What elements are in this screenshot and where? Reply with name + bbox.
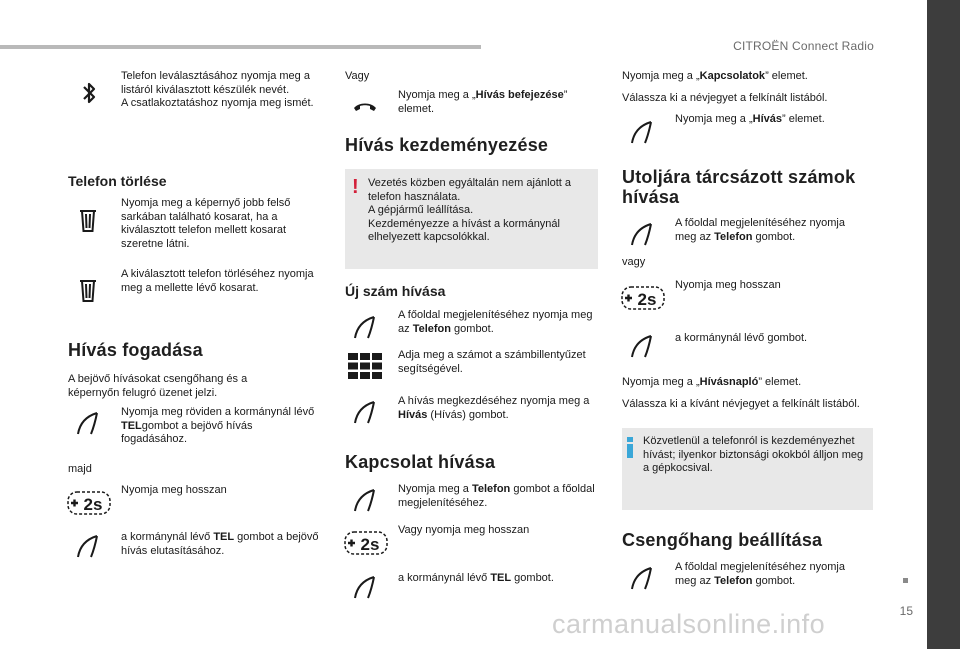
- receive-intro: A bejövő hívásokat csengőhang és a képernyőn felugró üzenet jelzi.: [68, 373, 248, 399]
- call-log-step: Nyomja meg a „Hívásnapló” elemet.: [622, 376, 802, 388]
- select-log-text: Válassza ki a kívánt névjegyet a felkínált listából.: [622, 398, 860, 410]
- hang-up-icon: [345, 92, 385, 120]
- recent-step-1: A főoldal megjelenítéséhez nyomja meg az Telefon gombot.: [675, 217, 845, 243]
- hold-text: Nyomja meg hosszan: [121, 484, 227, 496]
- info-text: Közvetlenül a telefonról is kezdeményezhet hívást; ilyenkor biztonsági okokból álljon meg a gépkocsival.: [643, 435, 864, 475]
- steering-control-icon: [345, 573, 385, 601]
- contact-step-1: Nyomja meg a Telefon gombot a főoldal megjelenítéséhez.: [398, 483, 595, 509]
- contact-step-2: Vagy nyomja meg hosszan: [398, 524, 530, 536]
- long-press-2s-icon: [343, 528, 389, 558]
- receive-step-1: Nyomja meg röviden a kormánynál lévő TELgombot a bejövő hívás fogadásához.: [121, 406, 315, 446]
- steering-control-icon: [622, 220, 662, 248]
- steering-control-icon: [68, 532, 108, 560]
- or-label: vagy: [622, 256, 646, 268]
- header-rule: [0, 45, 481, 49]
- long-press-2s-icon: [620, 283, 666, 313]
- keypad-icon: [345, 352, 385, 380]
- ringtone-heading: Csengőhang beállítása: [622, 530, 823, 550]
- svg-text:2s: 2s: [83, 495, 103, 514]
- steering-control-icon: [622, 564, 662, 592]
- bluetooth-text: Telefon leválasztásához nyomja meg a listáról kiválasztott készülék nevét. A csatlakoztatáshoz nyomja meg ismét.: [121, 70, 314, 110]
- continue-marker: [903, 578, 908, 583]
- ringtone-step-1: A főoldal megjelenítéséhez nyomja meg az Telefon gombot.: [675, 561, 845, 587]
- receive-call-heading: Hívás fogadása: [68, 340, 203, 360]
- call-contact-heading: Kapcsolat hívása: [345, 452, 496, 472]
- new-step-2: Adja meg a számot a számbillentyűzet segítségével.: [398, 349, 586, 375]
- call-contact-step: Nyomja meg a „Hívás” elemet.: [675, 113, 825, 125]
- steering-control-icon: [622, 332, 662, 360]
- end-call-text: Nyomja meg a „Hívás befejezése” elemet.: [398, 89, 568, 115]
- svg-text:2s: 2s: [360, 535, 380, 554]
- or-label: Vagy: [345, 70, 370, 82]
- warning-text: Vezetés közben egyáltalán nem ajánlott a telefon használata. A gépjármű leállítása. Kezdeményezze a hívást a kormánynál elhelyezett kapcsolókkal.: [368, 177, 572, 244]
- brand-title: CITROËN Connect Radio: [733, 39, 874, 53]
- watermark: carmanualsonline.info: [552, 609, 826, 639]
- hold-text: Nyomja meg hosszan: [675, 279, 781, 291]
- select-contact-text: Válassza ki a névjegyet a felkínált listából.: [622, 92, 828, 104]
- trash-icon: [68, 206, 108, 234]
- steering-control-icon: [345, 313, 385, 341]
- trash-icon: [68, 276, 108, 304]
- side-tab: [927, 0, 960, 649]
- warning-icon: !: [352, 176, 359, 198]
- new-number-heading: Új szám hívása: [345, 283, 446, 299]
- make-call-heading: Hívás kezdeményezése: [345, 135, 549, 155]
- new-step-3: A hívás megkezdéséhez nyomja meg a Hívás (Hívás) gombot.: [398, 395, 590, 421]
- contacts-step: Nyomja meg a „Kapcsolatok” elemet.: [622, 70, 808, 82]
- long-press-2s-icon: [66, 488, 112, 518]
- info-icon: [627, 437, 633, 458]
- steering-control-icon: [345, 486, 385, 514]
- steering-control-icon: [68, 409, 108, 437]
- contact-step-3: a kormánynál lévő TEL gombot.: [398, 572, 554, 584]
- delete-text-2: A kiválasztott telefon törléséhez nyomja meg a mellette lévő kosarat.: [121, 268, 314, 294]
- reject-text: a kormánynál lévő TEL gombot a bejövő hívás elutasításához.: [121, 531, 319, 557]
- page-number: 15: [899, 604, 913, 618]
- steering-control-icon: [345, 398, 385, 426]
- recent-numbers-heading: Utoljára tárcsázott számok hívása: [622, 167, 856, 207]
- bluetooth-icon: [68, 80, 108, 108]
- wheel-button-text: a kormánynál lévő gombot.: [675, 332, 808, 344]
- delete-text-1: Nyomja meg a képernyő jobb felső sarkában található kosarat, ha a kiválasztott telefon mellett kosarat szeretne látni.: [121, 197, 291, 250]
- delete-phone-heading: Telefon törlése: [68, 173, 167, 189]
- then-label: majd: [68, 463, 92, 475]
- steering-control-icon: [622, 118, 662, 146]
- new-step-1: A főoldal megjelenítéséhez nyomja meg az Telefon gombot.: [398, 309, 593, 335]
- svg-text:2s: 2s: [637, 290, 657, 309]
